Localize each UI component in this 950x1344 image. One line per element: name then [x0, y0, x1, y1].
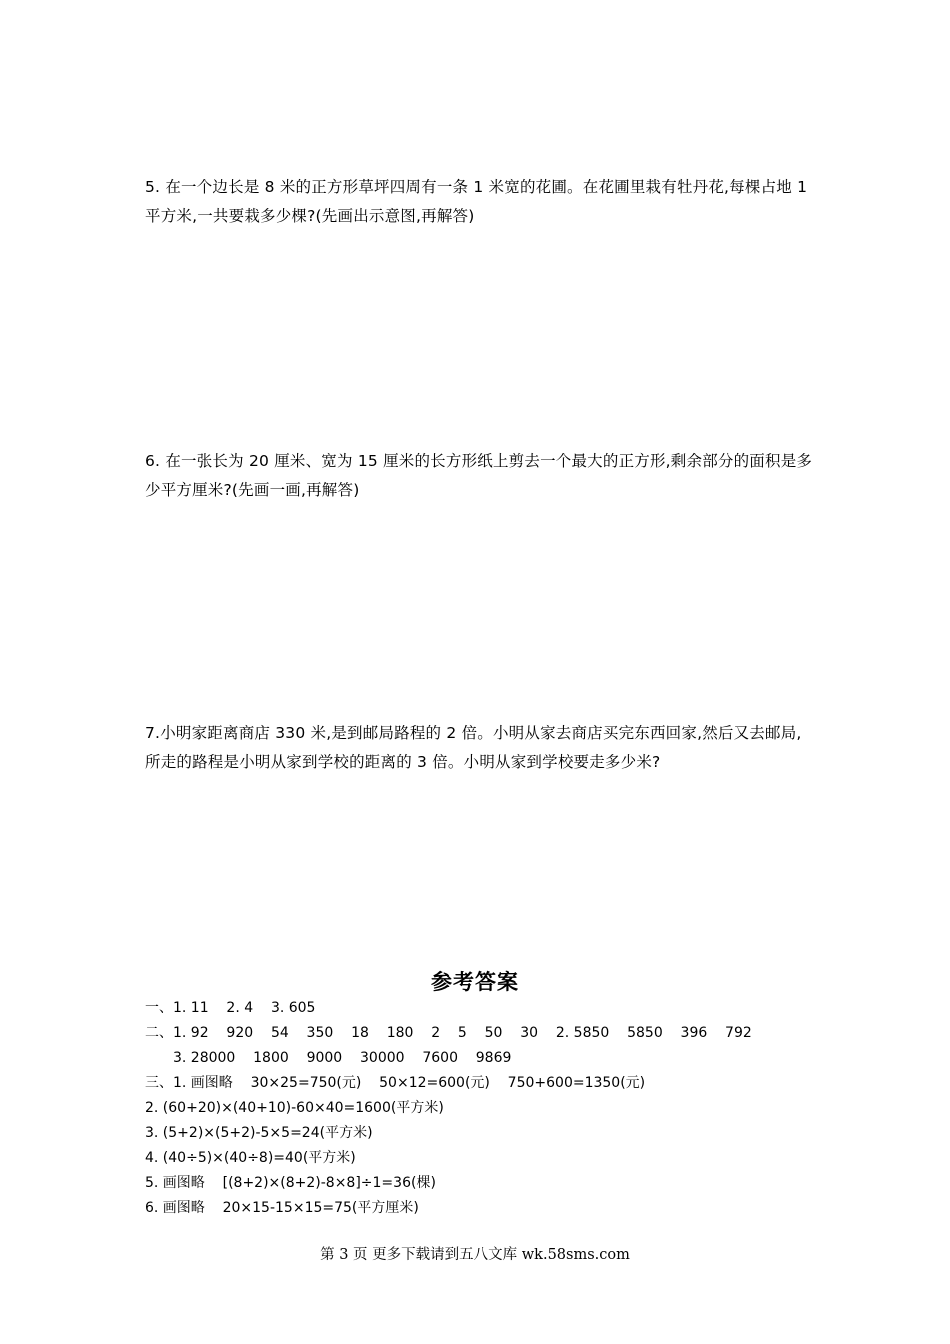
- answers-title: 参考答案: [431, 970, 519, 994]
- answer-line: 三、1. 画图略 30×25=750(元) 50×12=600(元) 750+600=1350(元): [145, 1075, 646, 1091]
- answer-line: 6. 画图略 20×15-15×15=75(平方厘米): [145, 1200, 419, 1216]
- question-7: 7.小明家距离商店 330 米,是到邮局路程的 2 倍。小明从家去商店买完东西回家,然后又去邮局,所走的路程是小明从家到学校的距离的 3 倍。小明从家到学校要走多少米?: [145, 724, 802, 771]
- answers-list: [145, 996, 845, 1221]
- answer-line: 二、1. 92 920 54 350 18 180 2 5 50 30 2. 5850 5850 396 792: [145, 1025, 752, 1041]
- answer-line: 一、1. 11 2. 4 3. 605: [145, 1000, 316, 1016]
- question-6: 6. 在一张长为 20 厘米、宽为 15 厘米的长方形纸上剪去一个最大的正方形,剩余部分的面积是多少平方厘米?(先画一画,再解答): [145, 452, 813, 499]
- answer-line: 5. 画图略 [(8+2)×(8+2)-8×8]÷1=36(棵): [145, 1175, 436, 1191]
- question-5: 5. 在一个边长是 8 米的正方形草坪四周有一条 1 米宽的花圃。在花圃里栽有牡丹花,每棵占地 1 平方米,一共要栽多少棵?(先画出示意图,再解答): [145, 178, 808, 225]
- answer-line: 2. (60+20)×(40+10)-60×40=1600(平方米): [145, 1100, 444, 1116]
- page-footer: 第 3 页 更多下载请到五八文库 wk.58sms.com: [320, 1247, 630, 1263]
- answer-line: 3. (5+2)×(5+2)-5×5=24(平方米): [145, 1125, 373, 1141]
- answer-line: 4. (40÷5)×(40÷8)=40(平方米): [145, 1150, 356, 1166]
- answer-line: 3. 28000 1800 9000 30000 7600 9869: [173, 1050, 512, 1066]
